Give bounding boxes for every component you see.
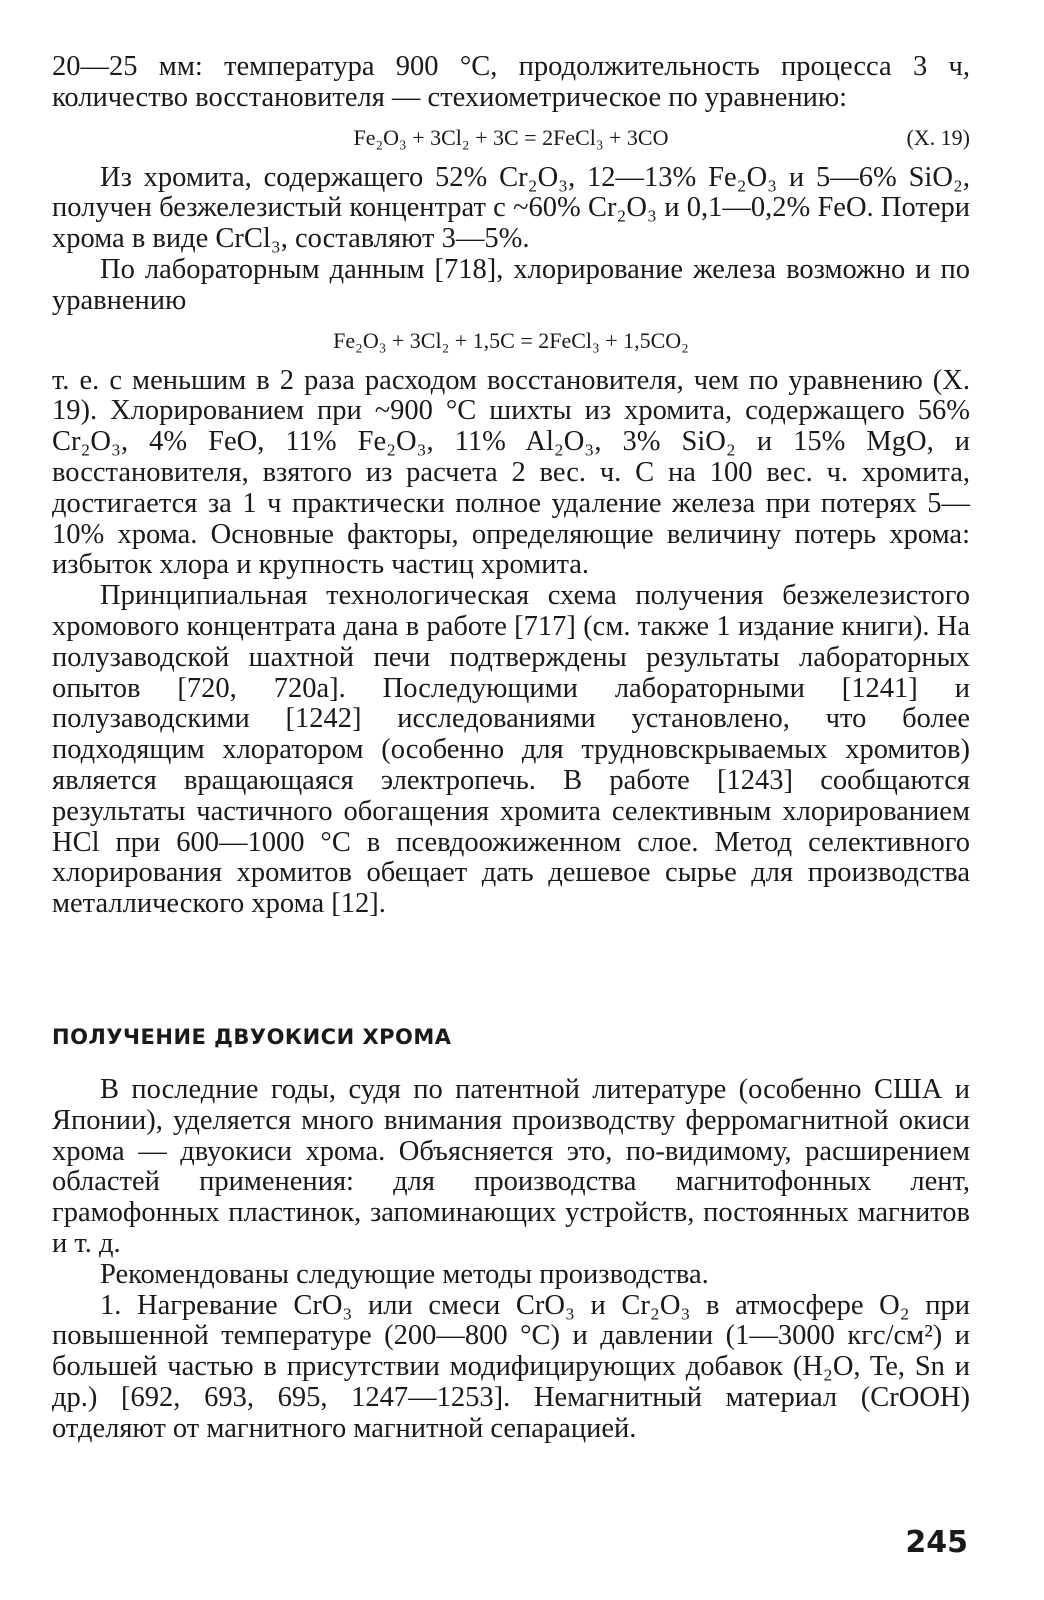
paragraph-chromite: Из хромита, содержащего 52% Cr₂O₃, 12—13% Fe₂O₃ и 5—6% SiO₂, получен безжелезистый концентрат с ~60% Cr₂O₃ и 0,1—0,2% FeO. Потери хрома в виде CrCl₃, составляют 3—5%. [52,161,970,255]
equation-x19 [52,123,970,153]
main-text-block [52,52,970,920]
equation-unnumbered [52,326,970,356]
section-text-block [52,1075,970,1445]
section-heading: ПОЛУЧЕНИЕ ДВУОКИСИ ХРОМА [52,1025,452,1049]
paragraph-reductant: т. е. с меньшим в 2 раза расходом восстановителя, чем по уравнению (X. 19). Хлорированием при ~900 °С шихты из хромита, содержащего 56% Cr₂O₃, 4% FeO, 11% Fe₂O₃, 11% Al₂O₃, 3% SiO₂ и 15% MgO, и восстановителя, взятого из расчета 2 вес. ч. С на 100 вес. ч. хромита, достигается за 1 ч практически полное удаление железа при потерях 5—10% хрома. Основные факторы, определяющие величину потерь хрома: избыток хлора и крупность частиц хромита. [52,364,970,581]
paragraph-patents: В последние годы, судя по патентной литературе (особенно США и Японии), уделяется много внимания производству ферромагнитной окиси хрома — двуокиси хрома. Объясняется это, по-видимому, расширением областей применения: для производства магнитофонных лент, грамофонных пластинок, запоминающих устройств, постоянных магнитов и т. д. [52,1074,970,1259]
equation-number: (X. 19) [906,124,970,150]
paragraph-methods: Рекомендованы следующие методы производства. [100,1258,709,1290]
equation-formula: Fe₂O₃ + 3Cl₂ + 3C = 2FeCl₃ + 3CO [353,124,669,150]
paragraph-lab-data: По лабораторным данным [718], хлорирование железа возможно и по уравнению [52,253,970,316]
equation-formula: Fe₂O₃ + 3Cl₂ + 1,5C = 2FeCl₃ + 1,5CO₂ [333,327,689,353]
paragraph-scheme: Принципиальная технологическая схема получения безжелезистого хромового концентрата дана в работе [717] (см. также 1 издание книги). На полузаводской шахтной печи подтверждены результаты лабораторных опытов [720, 720а]. Последующими лабораторными [1241] и полузаводскими [1242] исследованиями установлено, что более подходящим хлоратором (особенно для трудновскрываемых хромитов) является вращающаяся электропечь. В работе [1243] сообщаются результаты частичного обогащения хромита селективным хлорированием HCl при 600—1000 °С в псевдоожиженном слое. Метод селективного хлорирования хромитов обещает дать дешевое сырье для производства металлического хрома [12]. [52,580,970,920]
paragraph-continued: 20—25 мм: температура 900 °С, продолжительность процесса 3 ч, количество восстановителя — стехиометрическое по уравнению: [52,51,970,113]
paragraph-method-1: 1. Нагревание CrO₃ или смеси CrO₃ и Cr₂O₃ в атмосфере O₂ при повышенной температуре (200—800 °С) и давлении (1—3000 кгс/см²) и большей частью в присутствии модифицирующих добавок (H₂O, Te, Sn и др.) [692, 693, 695, 1247—1253]. Немагнитный материал (CrOOH) отделяют от магнитного магнитной сепарацией. [52,1289,970,1444]
page-number: 245 [905,1525,968,1560]
